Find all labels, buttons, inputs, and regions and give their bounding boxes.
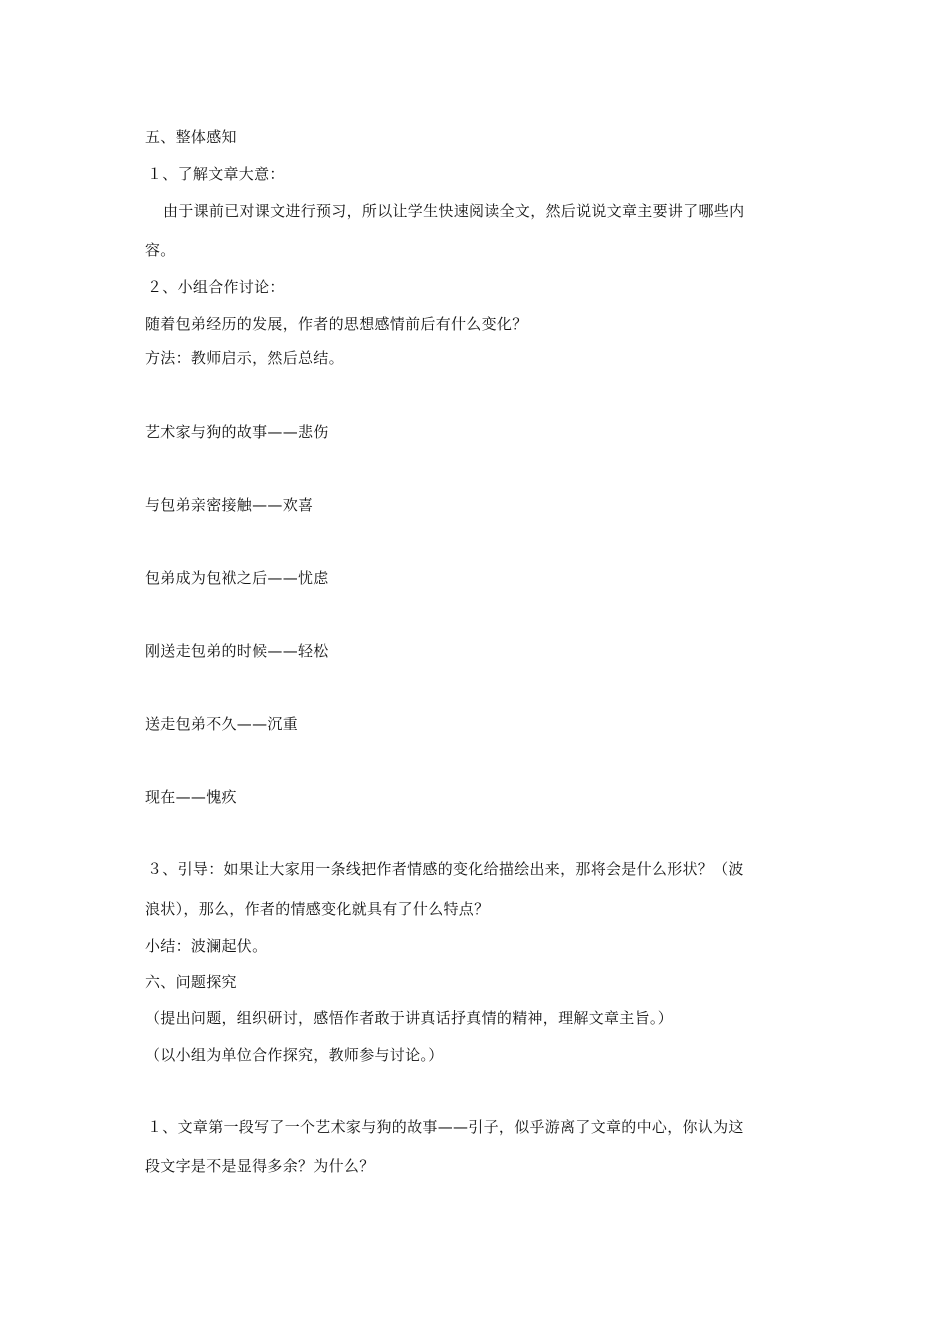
item-two-heading: ２、小组合作讨论： bbox=[147, 278, 285, 296]
item-one-body-line-2: 容。 bbox=[145, 241, 176, 259]
item-one-heading: １、了解文章大意： bbox=[147, 165, 285, 183]
emotion-line: 与包弟亲密接触——欢喜 bbox=[145, 496, 314, 514]
emotion-line: 艺术家与狗的故事——悲伤 bbox=[145, 423, 329, 441]
item-two-question: 随着包弟经历的发展，作者的思想感情前后有什么变化？ bbox=[145, 315, 528, 333]
question-one-line-1: １、文章第一段写了一个艺术家与狗的故事——引子，似乎游离了文章的中心，你认为这 bbox=[147, 1118, 744, 1136]
emotion-line: 刚送走包弟的时候——轻松 bbox=[145, 642, 329, 660]
item-one-body-line-1: 由于课前已对课文进行预习，所以让学生快速阅读全文，然后说说文章主要讲了哪些内 bbox=[163, 202, 745, 220]
item-three-line-1: ３、引导：如果让大家用一条线把作者情感的变化给描绘出来，那将会是什么形状？（波 bbox=[147, 860, 744, 878]
question-one-line-2: 段文字是不是显得多余？为什么？ bbox=[145, 1157, 375, 1175]
summary-line: 小结：波澜起伏。 bbox=[145, 937, 268, 955]
section-six-heading: 六、问题探究 bbox=[145, 973, 237, 991]
section-six-note-2: （以小组为单位合作探究，教师参与讨论。） bbox=[145, 1046, 444, 1064]
emotion-line: 现在——愧疚 bbox=[145, 788, 237, 806]
item-two-method: 方法：教师启示，然后总结。 bbox=[145, 349, 344, 367]
emotion-line: 包弟成为包袱之后——忧虑 bbox=[145, 569, 329, 587]
section-five-heading: 五、整体感知 bbox=[145, 128, 237, 146]
item-three-line-2: 浪状），那么，作者的情感变化就具有了什么特点？ bbox=[145, 900, 490, 918]
section-six-note-1: （提出问题，组织研讨，感悟作者敢于讲真话抒真情的精神，理解文章主旨。） bbox=[145, 1009, 674, 1027]
emotion-line: 送走包弟不久——沉重 bbox=[145, 715, 299, 733]
